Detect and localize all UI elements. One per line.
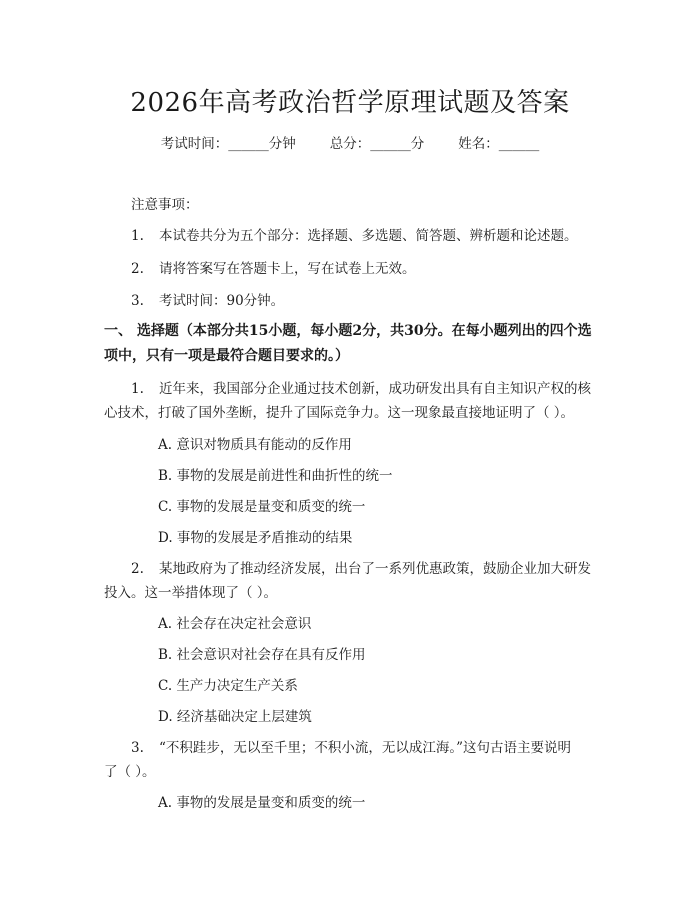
section-heading-line2: 项中，只有一项是最符合题目要求的。） xyxy=(104,348,349,364)
question-stem: 2. 某地政府为了推动经济发展，出台了一系列优惠政策，鼓励企业加大研发 xyxy=(131,561,591,577)
option-c: C. 生产力决定生产关系 xyxy=(158,678,298,694)
option-a: A. 意识对物质具有能动的反作用 xyxy=(158,437,352,453)
notice-item: 3. 考试时间：90分钟。 xyxy=(131,293,285,309)
option-d: D. 经济基础决定上层建筑 xyxy=(158,709,312,725)
option-a: A. 社会存在决定社会意识 xyxy=(158,616,312,632)
exam-info-line xyxy=(0,132,700,152)
notice-item: 1. 本试卷共分为五个部分：选择题、多选题、简答题、辨析题和论述题。 xyxy=(131,228,578,244)
document-title: 2026年高考政治哲学原理试题及答案 xyxy=(130,88,570,118)
option-c: C. 事物的发展是量变和质变的统一 xyxy=(158,499,366,515)
notice-heading: 注意事项： xyxy=(131,197,199,213)
question-stem: 1. 近年来，我国部分企业通过技术创新，成功研发出具有自主知识产权的核 xyxy=(131,381,591,397)
section-heading-line1: 一、 选择题（本部分共15小题，每小题2分，共30分。在每小题列出的四个选 xyxy=(104,323,592,339)
option-d: D. 事物的发展是矛盾推动的结果 xyxy=(158,530,353,546)
question-stem-cont: 了（ ）。 xyxy=(104,764,156,780)
option-b: B. 事物的发展是前进性和曲折性的统一 xyxy=(158,468,393,484)
total-score-field: 总分：______分 xyxy=(329,136,425,152)
exam-time-field: 考试时间：______分钟 xyxy=(160,136,296,152)
option-b: B. 社会意识对社会存在具有反作用 xyxy=(158,647,366,663)
option-a: A. 事物的发展是量变和质变的统一 xyxy=(158,795,366,811)
question-stem-cont: 投入。这一举措体现了（ ）。 xyxy=(104,585,278,601)
notice-item: 2. 请将答案写在答题卡上，写在试卷上无效。 xyxy=(131,261,416,277)
name-field: 姓名：______ xyxy=(458,136,540,152)
question-stem-cont: 心技术，打破了国外垄断，提升了国际竞争力。这一现象最直接地证明了（ ）。 xyxy=(104,405,575,421)
question-stem: 3. “不积跬步，无以至千里；不积小流，无以成江海。”这句古语主要说明 xyxy=(131,740,572,756)
